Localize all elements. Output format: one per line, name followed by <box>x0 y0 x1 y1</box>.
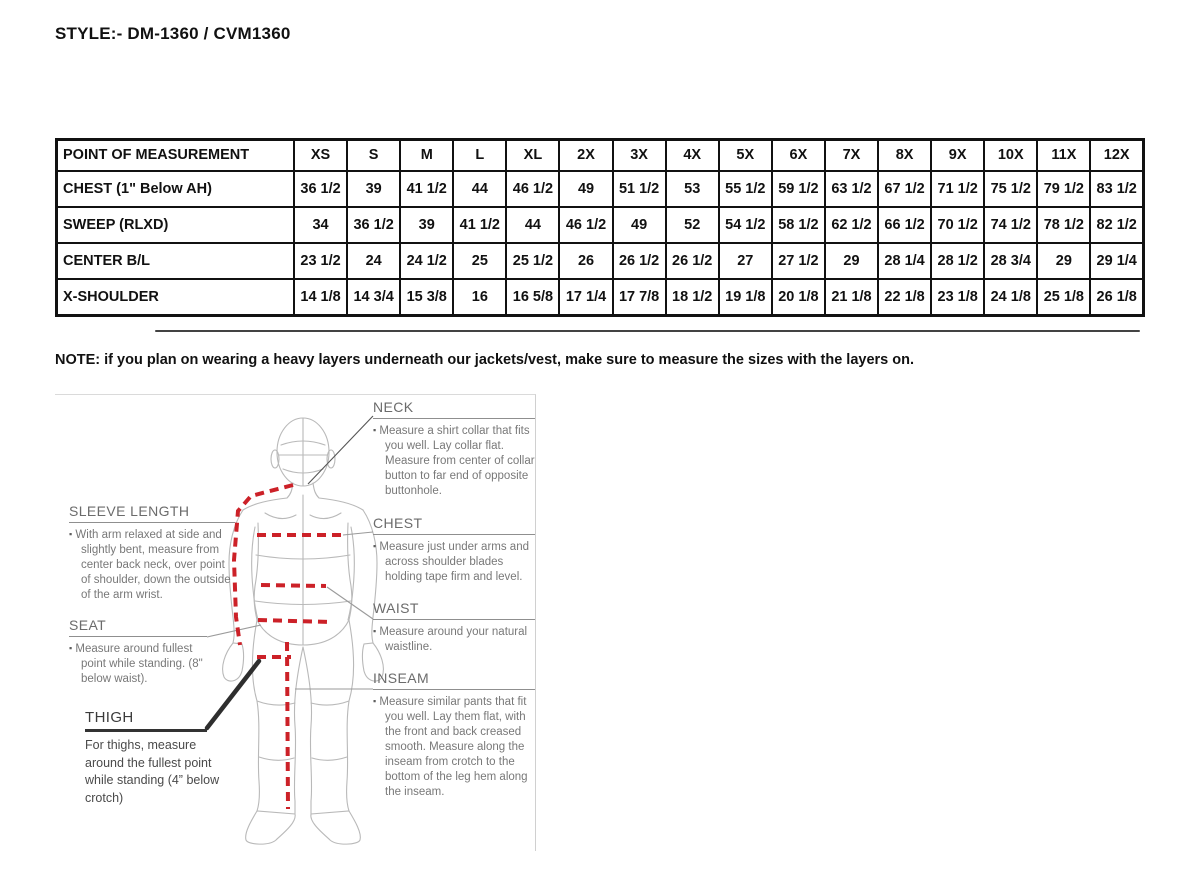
size-value: 14 3/4 <box>347 279 400 316</box>
size-value: 29 1/4 <box>1090 243 1143 279</box>
size-value: 59 1/2 <box>772 171 825 207</box>
size-table-header <box>57 140 1144 172</box>
column-header-size: S <box>347 140 400 172</box>
chest-description: ▪ Measure just under arms and across shoulder blades holding tape firm and level. <box>373 541 529 583</box>
column-header-measurement: POINT OF MEASUREMENT <box>57 140 295 172</box>
size-value: 39 <box>400 207 453 243</box>
table-edge-artifact <box>155 330 1140 332</box>
size-value: 29 <box>825 243 878 279</box>
guide-neck <box>373 399 535 499</box>
size-value: 26 1/8 <box>1090 279 1143 316</box>
size-value: 34 <box>294 207 347 243</box>
guide-inseam <box>373 670 535 800</box>
size-value: 67 1/2 <box>878 171 931 207</box>
size-value: 26 1/2 <box>613 243 666 279</box>
thigh-label: THIGH <box>85 709 207 732</box>
size-value: 28 3/4 <box>984 243 1037 279</box>
inseam-description: ▪ Measure similar pants that fit you well. Lay them flat, with the front and back creased smooth. Measure along the inseam from crotch to the bottom of the leg hem along the inseam. <box>373 696 528 798</box>
size-value: 23 1/2 <box>294 243 347 279</box>
row-label: SWEEP (RLXD) <box>57 207 295 243</box>
column-header-size: 11X <box>1037 140 1090 172</box>
size-value: 28 1/2 <box>931 243 984 279</box>
size-value: 66 1/2 <box>878 207 931 243</box>
size-value: 78 1/2 <box>1037 207 1090 243</box>
size-value: 51 1/2 <box>613 171 666 207</box>
size-value: 17 1/4 <box>559 279 612 316</box>
column-header-size: 5X <box>719 140 772 172</box>
size-value: 25 <box>453 243 506 279</box>
size-value: 58 1/2 <box>772 207 825 243</box>
size-value: 44 <box>506 207 559 243</box>
size-value: 25 1/2 <box>506 243 559 279</box>
size-value: 14 1/8 <box>294 279 347 316</box>
size-value: 70 1/2 <box>931 207 984 243</box>
size-value: 41 1/2 <box>453 207 506 243</box>
size-value: 24 1/2 <box>400 243 453 279</box>
table-row <box>57 171 1144 207</box>
size-value: 62 1/2 <box>825 207 878 243</box>
page-title: STYLE:- DM-1360 / CVM1360 <box>55 24 291 43</box>
size-table <box>55 138 1145 317</box>
size-value: 23 1/8 <box>931 279 984 316</box>
seat-label: SEAT <box>69 617 207 637</box>
neck-label: NECK <box>373 399 535 419</box>
column-header-size: 10X <box>984 140 1037 172</box>
row-label: CENTER B/L <box>57 243 295 279</box>
column-header-size: 3X <box>613 140 666 172</box>
sleeve-measure-line <box>234 485 293 645</box>
waist-label: WAIST <box>373 600 535 620</box>
column-header-size: 8X <box>878 140 931 172</box>
size-value: 26 <box>559 243 612 279</box>
column-header-size: M <box>400 140 453 172</box>
column-header-size: 12X <box>1090 140 1143 172</box>
column-header-size: 6X <box>772 140 825 172</box>
table-row <box>57 279 1144 316</box>
bullet-icon: ▪ <box>373 425 377 435</box>
size-value: 19 1/8 <box>719 279 772 316</box>
size-value: 22 1/8 <box>878 279 931 316</box>
measurement-guide <box>55 394 536 851</box>
size-value: 46 1/2 <box>506 171 559 207</box>
size-value: 41 1/2 <box>400 171 453 207</box>
size-value: 16 <box>453 279 506 316</box>
size-value: 49 <box>613 207 666 243</box>
size-value: 15 3/8 <box>400 279 453 316</box>
size-value: 27 1/2 <box>772 243 825 279</box>
row-label: CHEST (1" Below AH) <box>57 171 295 207</box>
column-header-size: XL <box>506 140 559 172</box>
guide-sleeve-length <box>69 503 235 603</box>
guide-waist <box>373 600 535 655</box>
size-value: 75 1/2 <box>984 171 1037 207</box>
guide-seat <box>69 617 207 687</box>
size-value: 17 7/8 <box>613 279 666 316</box>
chest-label: CHEST <box>373 515 535 535</box>
figure-wireframe <box>223 418 384 844</box>
column-header-size: 2X <box>559 140 612 172</box>
seat-description: ▪ Measure around fullest point while standing. (8" below waist). <box>69 643 203 685</box>
column-header-size: 9X <box>931 140 984 172</box>
inseam-measure-line <box>287 642 288 809</box>
size-value: 28 1/4 <box>878 243 931 279</box>
size-value: 55 1/2 <box>719 171 772 207</box>
size-value: 82 1/2 <box>1090 207 1143 243</box>
row-label: X-SHOULDER <box>57 279 295 316</box>
guide-thigh <box>85 709 235 807</box>
inseam-label: INSEAM <box>373 670 535 690</box>
size-value: 44 <box>453 171 506 207</box>
column-header-size: 4X <box>666 140 719 172</box>
bullet-icon: ▪ <box>69 529 73 539</box>
bullet-icon: ▪ <box>373 696 377 706</box>
waist-description: ▪ Measure around your natural waistline. <box>373 626 528 653</box>
size-value: 16 5/8 <box>506 279 559 316</box>
size-value: 46 1/2 <box>559 207 612 243</box>
size-value: 54 1/2 <box>719 207 772 243</box>
waist-measure-line <box>261 585 326 586</box>
neck-description: ▪ Measure a shirt collar that fits you well. Lay collar flat. Measure from center of collar button to far end of opposite buttonhole. <box>373 425 535 497</box>
size-value: 83 1/2 <box>1090 171 1143 207</box>
size-value: 36 1/2 <box>294 171 347 207</box>
size-value: 26 1/2 <box>666 243 719 279</box>
size-value: 36 1/2 <box>347 207 400 243</box>
thigh-description: For thighs, measure around the fullest point while standing (4” below crotch) <box>85 738 220 805</box>
measurement-lines <box>234 485 343 809</box>
table-row <box>57 243 1144 279</box>
size-value: 25 1/8 <box>1037 279 1090 316</box>
bullet-icon: ▪ <box>373 626 377 636</box>
sleeve-length-description: ▪ With arm relaxed at side and slightly bent, measure from center back neck, over point of shoulder, down the outside of the arm wrist. <box>69 529 231 601</box>
size-value: 53 <box>666 171 719 207</box>
size-value: 21 1/8 <box>825 279 878 316</box>
size-value: 71 1/2 <box>931 171 984 207</box>
table-row <box>57 207 1144 243</box>
seat-measure-line <box>258 620 331 622</box>
guide-chest <box>373 515 535 585</box>
column-header-size: XS <box>294 140 347 172</box>
size-value: 29 <box>1037 243 1090 279</box>
column-header-size: 7X <box>825 140 878 172</box>
size-value: 52 <box>666 207 719 243</box>
bullet-icon: ▪ <box>69 643 73 653</box>
size-value: 27 <box>719 243 772 279</box>
size-value: 63 1/2 <box>825 171 878 207</box>
size-value: 24 <box>347 243 400 279</box>
column-header-size: L <box>453 140 506 172</box>
size-table-body <box>57 171 1144 316</box>
note-text: NOTE: if you plan on wearing a heavy layers underneath our jackets/vest, make sure to measure the sizes with the layers on. <box>55 352 915 368</box>
size-value: 39 <box>347 171 400 207</box>
size-value: 49 <box>559 171 612 207</box>
size-value: 79 1/2 <box>1037 171 1090 207</box>
size-value: 18 1/2 <box>666 279 719 316</box>
size-value: 20 1/8 <box>772 279 825 316</box>
size-value: 24 1/8 <box>984 279 1037 316</box>
size-value: 74 1/2 <box>984 207 1037 243</box>
sleeve-length-label: SLEEVE LENGTH <box>69 503 235 523</box>
bullet-icon: ▪ <box>373 541 377 551</box>
